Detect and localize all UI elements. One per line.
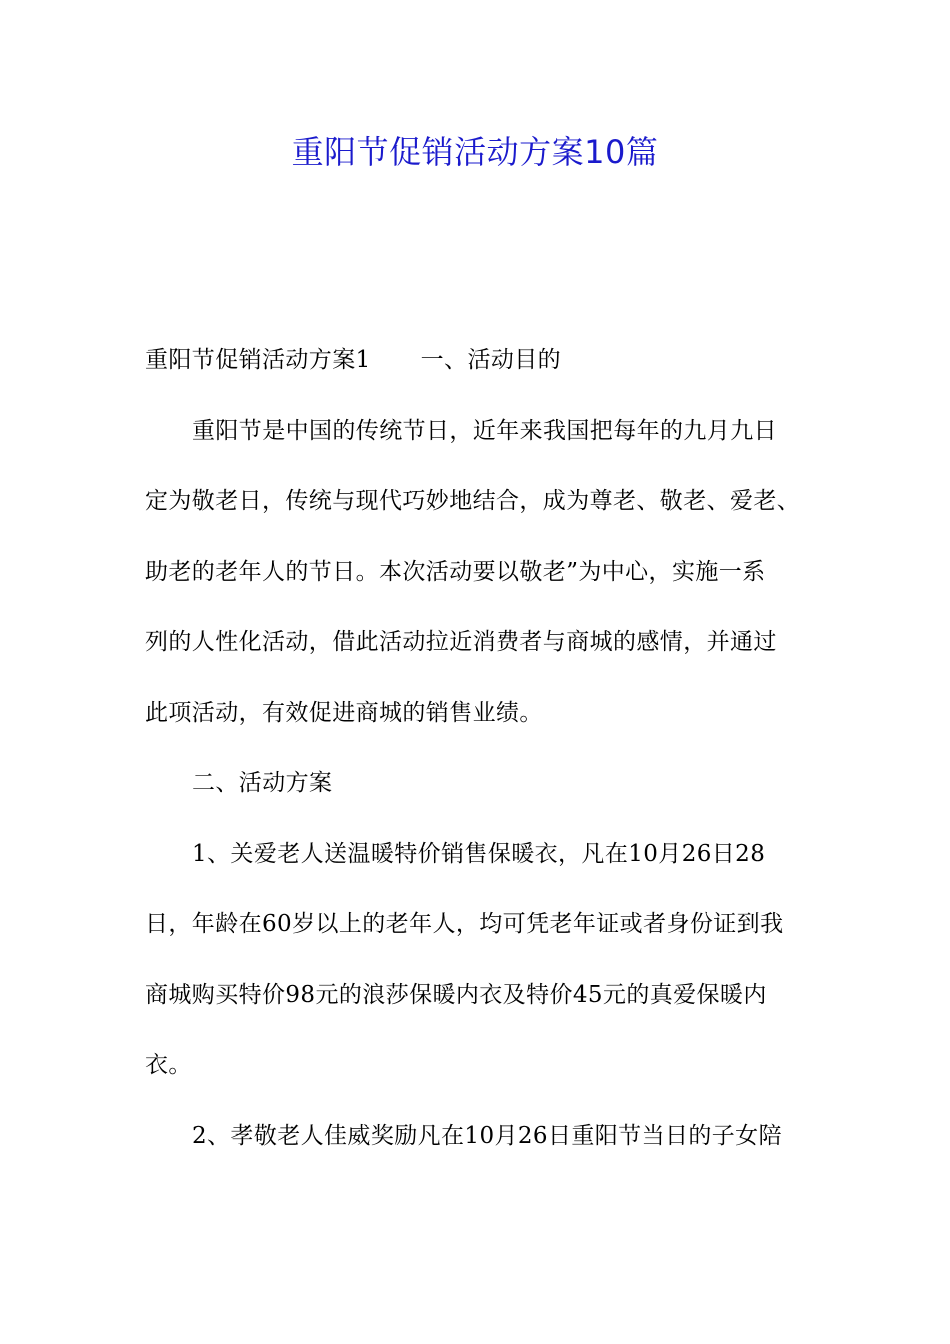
paragraph-line: 此项活动，有效促进商城的销售业绩。 <box>145 699 543 726</box>
section-heading-line <box>145 335 835 406</box>
subsection-heading: 二、活动方案 <box>192 770 333 796</box>
document-title: 重阳节促销活动方案10篇 <box>291 133 659 171</box>
paragraph-line: 衣。 <box>145 1052 192 1078</box>
paragraph-line: 列的人性化活动，借此活动拉近消费者与商城的感情，并通过 <box>145 629 777 655</box>
paragraph-line: 助老的老年人的节日。本次活动要以敬老”为中心，实施一系 <box>145 558 766 585</box>
section-heading: 重阳节促销活动方案1 <box>145 347 371 373</box>
paragraph-line: 定为敬老日，传统与现代巧妙地结合，成为尊老、敬老、爱老、 <box>145 488 801 514</box>
document-body <box>145 335 835 1181</box>
paragraph-line: 2、孝敬老人佳威奖励凡在10月26日重阳节当日的子女陪 <box>192 1122 782 1149</box>
section-subheading: 一、活动目的 <box>420 347 562 373</box>
paragraph-line: 重阳节是中国的传统节日，近年来我国把每年的九月九日 <box>192 417 777 444</box>
paragraph-line: 日，年龄在60岁以上的老年人，均可凭老年证或者身份证到我 <box>145 911 784 937</box>
paragraph-line: 商城购买特价98元的浪莎保暖内衣及特价45元的真爱保暖内 <box>145 981 767 1008</box>
paragraph-line: 1、关爱老人送温暖特价销售保暖衣，凡在10月26日28 <box>192 840 766 867</box>
